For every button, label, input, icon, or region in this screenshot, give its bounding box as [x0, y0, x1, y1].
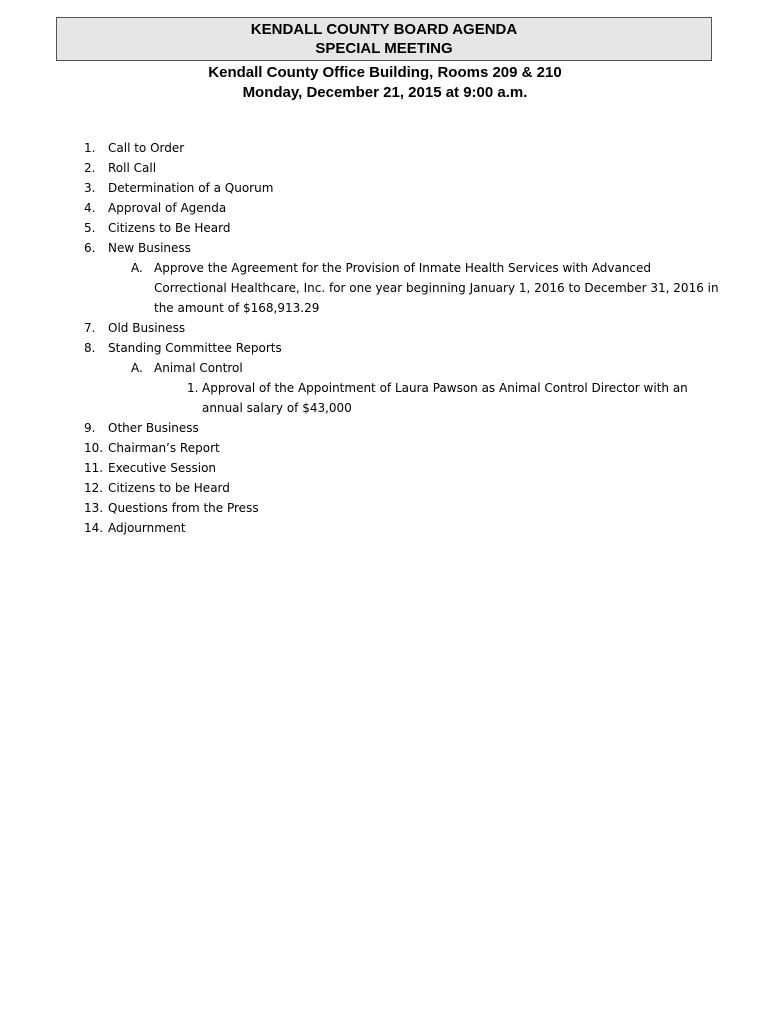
item-number: 5. [84, 221, 96, 235]
agenda-item [84, 138, 724, 158]
agenda-item [84, 158, 724, 178]
agenda-sub-item [84, 258, 724, 318]
item-number: 10. [84, 441, 104, 455]
item-number: 12. [84, 481, 104, 495]
agenda-item [84, 418, 724, 438]
agenda-item [84, 338, 724, 358]
item-number: 6. [84, 241, 96, 255]
agenda-item [84, 458, 724, 478]
item-text: Standing Committee Reports [108, 341, 282, 355]
meeting-date: Monday, December 21, 2015 at 9:00 a.m. [242, 84, 528, 101]
item-text: Roll Call [108, 161, 157, 175]
agenda-list [84, 138, 724, 538]
item-number: A. [131, 261, 143, 275]
agenda-header-box [56, 17, 712, 61]
item-number: 1. [84, 141, 96, 155]
item-number: A. [131, 361, 143, 375]
item-text: Chairman’s Report [108, 441, 220, 455]
item-text: Determination of a Quorum [108, 181, 274, 195]
agenda-item [84, 198, 724, 218]
item-number: 8. [84, 341, 96, 355]
document-title: KENDALL COUNTY BOARD AGENDA [250, 21, 518, 38]
item-number: 14. [84, 521, 104, 535]
agenda-item [84, 438, 724, 458]
agenda-sub-sub-item [84, 378, 724, 418]
item-number: 2. [84, 161, 96, 175]
item-text: Questions from the Press [108, 501, 259, 515]
agenda-item [84, 238, 724, 258]
item-text: Animal Control [154, 361, 243, 375]
item-number: 4. [84, 201, 96, 215]
item-number: 1. [187, 381, 199, 395]
item-text: Adjournment [108, 521, 186, 535]
agenda-item [84, 318, 724, 338]
meeting-location: Kendall County Office Building, Rooms 209 & 210 [208, 64, 562, 81]
item-text: Approval of Agenda [108, 201, 227, 215]
item-text: Executive Session [108, 461, 217, 475]
item-text: Approval of the Appointment of Laura Pawson as Animal Control Director with an annual salary of $43,000 [202, 381, 688, 415]
meeting-type: SPECIAL MEETING [315, 40, 453, 57]
item-number: 13. [84, 501, 104, 515]
item-text: Call to Order [108, 141, 185, 155]
agenda-sub-item [84, 358, 724, 378]
item-number: 7. [84, 321, 96, 335]
item-text: New Business [108, 241, 191, 255]
item-text: Other Business [108, 421, 199, 435]
item-number: 3. [84, 181, 96, 195]
item-text: Citizens to be Heard [108, 481, 230, 495]
agenda-item [84, 218, 724, 238]
agenda-item [84, 178, 724, 198]
item-text: Old Business [108, 321, 186, 335]
agenda-item [84, 518, 724, 538]
item-number: 9. [84, 421, 96, 435]
item-number: 11. [84, 461, 104, 475]
agenda-item [84, 478, 724, 498]
item-text: Citizens to Be Heard [108, 221, 231, 235]
item-text: Approve the Agreement for the Provision of Inmate Health Services with Advanced Correctional Healthcare, Inc. for one year beginning January 1, 2016 to December 31, 2016 in the amount of $168,913.29 [154, 261, 719, 315]
agenda-item [84, 498, 724, 518]
